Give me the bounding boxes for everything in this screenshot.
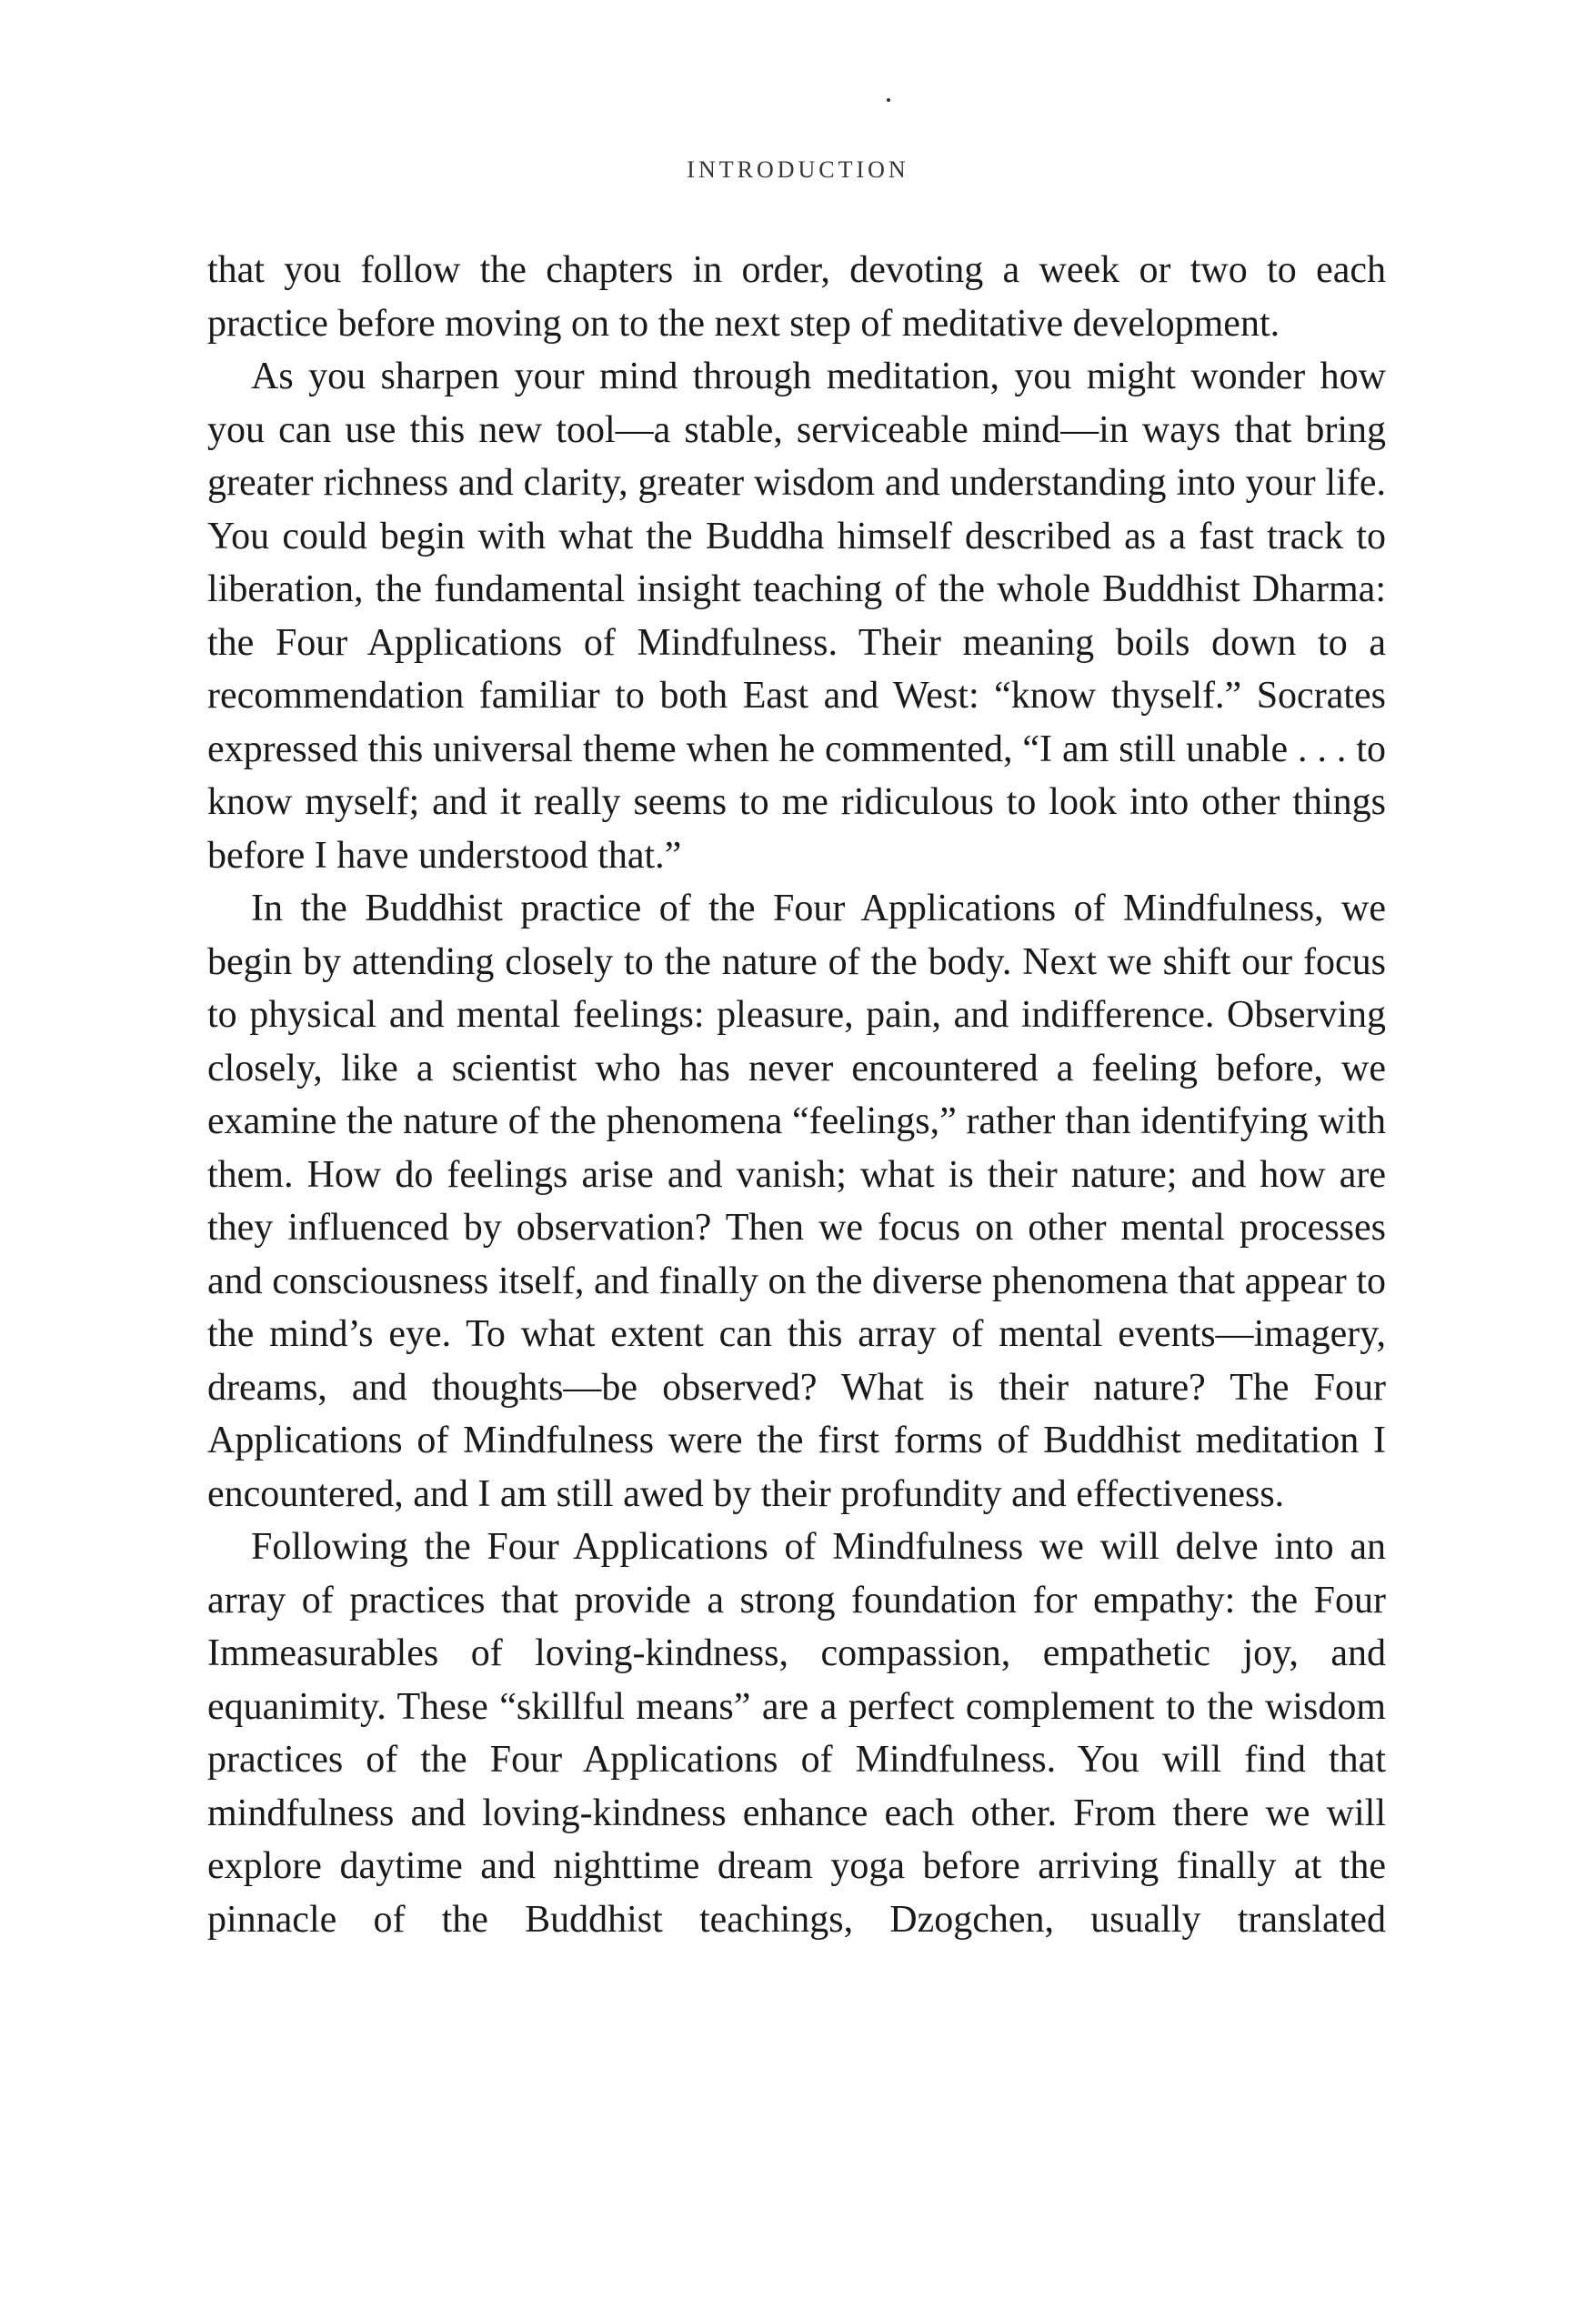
paragraph-1: that you follow the chapters in order, devoting a week or two to each practice before moving on to the next step of meditative development.	[207, 249, 1386, 345]
paragraph-3: In the Buddhist practice of the Four Applications of Mindfulness, we begin by attending closely to the nature of the body. Next we shift our focus to physical and mental feelings: pleasure, pain, and indifference. Observing closely, like a scientist who has never encountered a feeling before, we examine the nature of the phenomena “feelings,” rather than identifying with them. How do feelings arise and vanish; what is their nature; and how are they influenced by observation? Then we focus on other mental processes and consciousness itself, and finally on the diverse phenomena that appear to the mind’s eye. To what extent can this array of mental events—imagery, dreams, and thoughts—be observed? What is their nature? The Four Applications of Mindfulness were the first forms of Buddhist meditation I encountered, and I am still awed by their profundity and effectiveness.	[207, 888, 1386, 1515]
paragraph-2: As you sharpen your mind through meditation, you might wonder how you can use this new tool—a stable, serviceable mind—in ways that bring greater richness and clarity, greater wisdom and understanding into your life. You could begin with what the Buddha himself described as a fast track to liberation, the fundamental insight teaching of the whole Buddhist Dharma: the Four Applications of Mindfulness. Their meaning boils down to a recommendation familiar to both East and West: “know thyself.” Socrates expressed this universal theme when he commented, “I am still unable . . . to know myself; and it really seems to me ridiculous to look into other things before I have understood that.”	[207, 356, 1386, 877]
paragraph-4: Following the Four Applications of Mindfulness we will delve into an array of practices that provide a strong foundation for empathy: the Four Immeasurables of loving-kindness, compassion, empathetic joy, and equanimity. These “skillful means” are a perfect complement to the wisdom practices of the Four Applications of Mindfulness. You will find that mindfulness and loving-kindness enhance each other. From there we will explore daytime and nighttime dream yoga before arriving finally at the pinnacle of the Buddhist teachings, Dzogchen, usually translated	[207, 1526, 1386, 1941]
print-speck	[887, 98, 890, 102]
running-head: INTRODUCTION	[687, 156, 909, 183]
page-body	[207, 244, 1386, 1946]
